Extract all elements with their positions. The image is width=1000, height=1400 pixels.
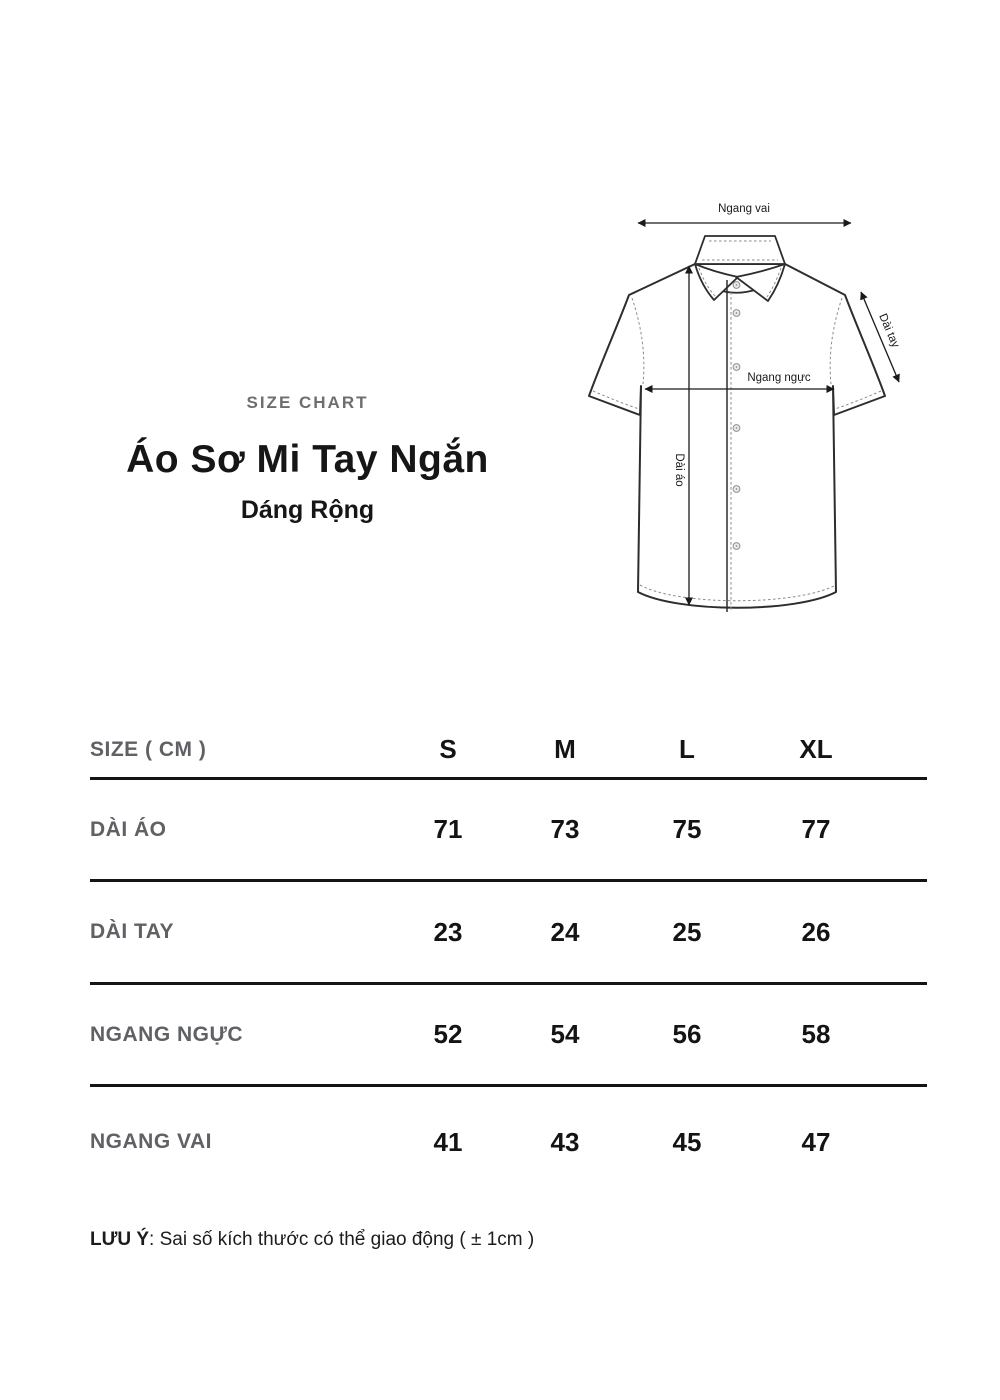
note bbox=[90, 1227, 534, 1253]
note-text: : Sai số kích thước có thể giao động ( ± 1cm ) bbox=[149, 1229, 535, 1250]
cell-value: 26 bbox=[801, 916, 831, 947]
row-label: NGANG NGỰC bbox=[90, 1022, 244, 1046]
cell-value: 58 bbox=[801, 1019, 831, 1049]
size-col-xl: XL bbox=[799, 734, 833, 764]
cell-value: 77 bbox=[801, 814, 831, 844]
table-row-ngang-nguc bbox=[90, 985, 927, 1087]
table-row-ngang-vai bbox=[90, 1087, 927, 1197]
shirt-diagram bbox=[560, 180, 960, 660]
table-row-dai-tay bbox=[90, 882, 927, 985]
cell-value: 71 bbox=[433, 814, 463, 844]
note-label: LƯU Ý bbox=[90, 1229, 150, 1250]
cell-value: 47 bbox=[801, 1126, 831, 1157]
cell-value: 24 bbox=[550, 916, 580, 947]
shirt-length-label: Dài áo bbox=[673, 453, 685, 487]
cell-value: 75 bbox=[672, 814, 702, 844]
cell-value: 52 bbox=[433, 1019, 463, 1049]
sleeve-length-label: Dài tay bbox=[876, 312, 902, 350]
cell-value: 41 bbox=[433, 1126, 463, 1157]
size-table-header-row bbox=[90, 722, 927, 780]
cell-value: 25 bbox=[672, 916, 702, 947]
subtitle: Dáng Rộng bbox=[240, 496, 375, 524]
page-title: Áo Sơ Mi Tay Ngắn bbox=[126, 438, 489, 481]
row-label: DÀI TAY bbox=[90, 920, 175, 943]
table-row-dai-ao bbox=[90, 780, 927, 882]
eyebrow: SIZE CHART bbox=[246, 393, 369, 412]
row-label: NGANG VAI bbox=[90, 1130, 212, 1153]
cell-value: 43 bbox=[550, 1126, 580, 1157]
shoulder-width-label: Ngang vai bbox=[718, 203, 770, 215]
shirt-diagram-svg bbox=[560, 180, 960, 660]
title-block bbox=[100, 393, 515, 525]
cell-value: 56 bbox=[672, 1019, 702, 1049]
size-table-header-label: SIZE ( CM ) bbox=[90, 737, 207, 761]
cell-value: 23 bbox=[433, 916, 463, 947]
cell-value: 54 bbox=[550, 1019, 580, 1049]
size-col-m: M bbox=[554, 734, 576, 764]
cell-value: 45 bbox=[672, 1126, 702, 1157]
chest-width-label: Ngang ngực bbox=[747, 372, 811, 384]
cell-value: 73 bbox=[550, 814, 580, 844]
row-label: DÀI ÁO bbox=[90, 817, 167, 841]
size-col-s: S bbox=[439, 734, 457, 764]
size-table bbox=[90, 722, 927, 1197]
size-col-l: L bbox=[679, 734, 695, 764]
